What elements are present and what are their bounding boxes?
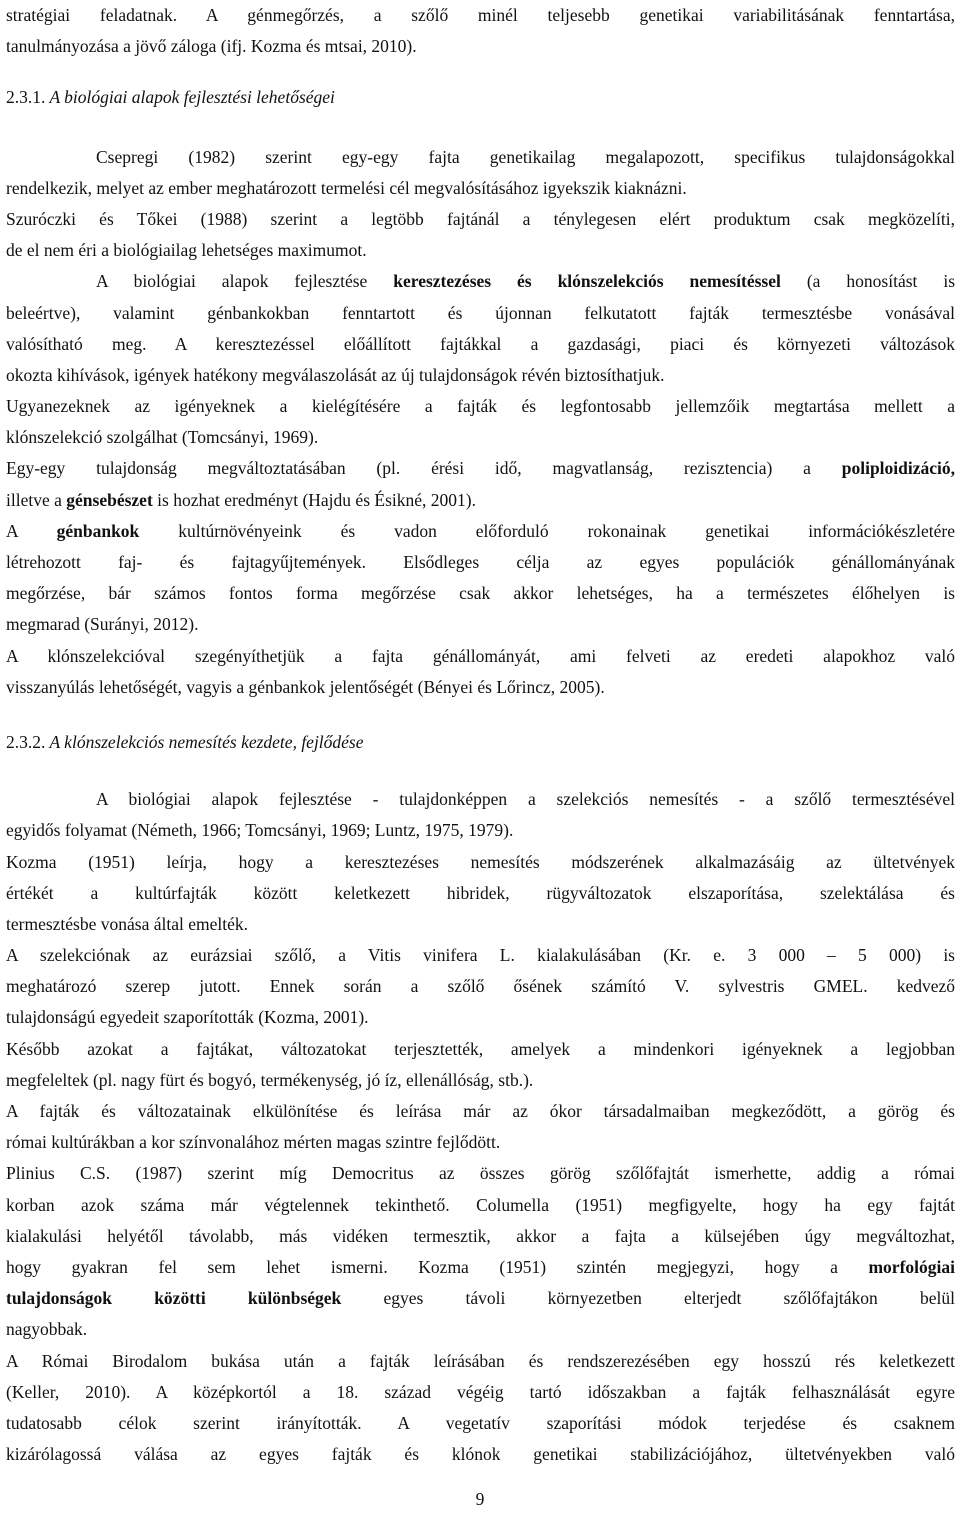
paragraph-line: megőrzése, bár számos fontos forma megőrzése csak akkor lehetséges, ha a természetes élőhelyen is (6, 583, 955, 604)
page-number: 9 (475, 1489, 485, 1509)
paragraph-line: A Római Birodalom bukása után a fajták leírásában és rendszerezésében egy hosszú rés keletkezett (6, 1350, 955, 1371)
bold-term: keresztezéses és klónszelekciós nemesítéssel (393, 271, 781, 292)
paragraph-line (6, 516, 955, 547)
text-run: illetve a (6, 489, 62, 510)
bold-term: poliploidizáció, (841, 458, 956, 479)
paragraph-line: A fajták és változatainak elkülönítése és leírása már az ókor társadalmaiban megkeződött, a görög és (6, 1101, 955, 1121)
bold-term: génbankok (56, 520, 140, 541)
document-page (6, 0, 955, 1470)
paragraph-line: termesztésbe vonása által emelték. (6, 913, 248, 934)
paragraph-line: nagyobbak. (6, 1319, 88, 1340)
text-run: Egy-egy tulajdonság megváltoztatásában (pl. érési idő, magvatlanság, rezisztencia) a (6, 458, 811, 479)
section-number: 2.3.2. (6, 731, 46, 752)
text-run: hogy gyakran fel sem lehet ismerni. Kozma (1951) szintén megjegyzi, hogy a (6, 1256, 838, 1277)
paragraph-line: visszanyúlás lehetőségét, vagyis a génbankok jelentőségét (Bényei és Lőrincz, 2005). (6, 676, 605, 697)
intro-line: tanulmányozása a jövő záloga (ifj. Kozma és mtsai, 2010). (6, 36, 417, 57)
paragraph-line: valósítható meg. A keresztezéssel előállított fajtákkal a gazdasági, piaci és környezeti változások (6, 333, 955, 354)
intro-line: stratégiai feladatnak. A génmegőrzés, a szőlő minél teljesebb genetikai variabilitásának fenntartása, (6, 5, 955, 25)
paragraph-line (6, 266, 955, 297)
paragraph-line: (Keller, 2010). A középkortól a 18. század végéig tartó időszakban a fajták felhasználását egyre (6, 1381, 955, 1402)
bold-term: tulajdonságok közötti különbségek (6, 1288, 342, 1309)
text-run: egyes távoli környezetben elterjedt szőlőfajtákon belül (383, 1288, 955, 1309)
paragraph-line: A klónszelekcióval szegényíthetjük a fajta génállományát, ami felveti az eredeti alapokhoz való (6, 645, 955, 666)
paragraph-line: rendelkezik, melyet az ember meghatározott termelési cél megvalósításához igyekszik kiaknázni. (6, 177, 687, 198)
paragraph-line: megmarad (Surányi, 2012). (6, 614, 199, 635)
paragraph-line: Ugyanezeknek az igényeknek a kielégítésére a fajták és legfontosabb jellemzőik megtartása mellett a (6, 396, 955, 417)
paragraph-line: kizárólagossá válása az egyes fajták és klónok genetikai stabilizációjához, ültetvényekben való (6, 1444, 955, 1465)
paragraph-line: Plinius C.S. (1987) szerint míg Democritus az összes görög szőlőfajtát ismerhette, addig a római (6, 1163, 955, 1184)
bold-term: morfológiai (868, 1256, 955, 1277)
paragraph-line: Kozma (1951) leírja, hogy a keresztezéses nemesítés módszerének alkalmazásáig az ültetvények (6, 851, 955, 872)
text-run: (a honosítást is (806, 271, 956, 292)
paragraph-line: klónszelekció szolgálhat (Tomcsányi, 1969). (6, 427, 319, 448)
paragraph-line (6, 453, 955, 484)
text-run: kultúrnövényeink és vadon előforduló rokonainak genetikai információkészletére (178, 520, 956, 541)
text-run: A biológiai alapok fejlesztése (96, 271, 368, 292)
section-number: 2.3.1. (6, 87, 46, 108)
paragraph-line: A szelekciónak az eurázsiai szőlő, a Vitis vinifera L. kialakulásában (Kr. e. 3 000 – 5 000) is (6, 945, 955, 966)
paragraph-line: de el nem éri a biológiailag lehetséges maximumot. (6, 240, 367, 261)
paragraph-line: egyidős folyamat (Németh, 1966; Tomcsányi, 1969; Luntz, 1975, 1979). (6, 820, 514, 841)
section-title: A klónszelekciós nemesítés kezdete, fejlődése (49, 731, 364, 752)
paragraph-line: megfeleltek (pl. nagy fürt és bogyó, termékenység, jó íz, ellenállóság, stb.). (6, 1069, 534, 1090)
section-heading (6, 82, 955, 113)
paragraph-line: értékét a kultúrfajták között keletkezett hibridek, rügyváltozatok elszaporítása, szelektálása és (6, 882, 955, 903)
paragraph-line: tulajdonságú egyedeit szaporították (Kozma, 2001). (6, 1007, 369, 1028)
paragraph-line: létrehozott faj- és fajtagyűjtemények. Elsődleges célja az egyes populációk génállományának (6, 552, 955, 572)
paragraph-line (6, 1283, 955, 1314)
section-title: A biológiai alapok fejlesztési lehetőségei (49, 87, 335, 108)
paragraph-line: Csepregi (1982) szerint egy-egy fajta genetikailag megalapozott, specifikus tulajdonságokkal (96, 146, 955, 167)
paragraph-line: római kultúrákban a kor színvonalához mérten magas szintre fejlődött. (6, 1132, 501, 1153)
section-heading (6, 727, 955, 758)
paragraph-line: tudatosabb célok szerint irányították. A vegetatív szaporítási módok terjedése és csaknem (6, 1412, 955, 1433)
bold-term: génsebészet (66, 489, 153, 510)
paragraph-line (6, 485, 955, 516)
paragraph-line: A biológiai alapok fejlesztése - tulajdonképpen a szelekciós nemesítés - a szőlő termesztésével (96, 789, 955, 810)
paragraph-line: Szuróczki és Tőkei (1988) szerint a legtöbb fajtánál a ténylegesen elért produktum csak megközelíti, (6, 208, 955, 229)
paragraph-line: korban azok száma már végtelennek tekinthető. Columella (1951) megfigyelte, hogy ha egy fajtát (6, 1194, 955, 1215)
paragraph-line: Később azokat a fajtákat, változatokat terjesztették, amelyek a mindenkori igényeknek a legjobban (6, 1038, 955, 1059)
paragraph-line: meghatározó szerep jutott. Ennek során a szőlő ősének számító V. sylvestris GMEL. kedvező (6, 976, 955, 997)
text-run: A (6, 520, 18, 541)
paragraph-line: okozta kihívások, igények hatékony megválaszolását az új tulajdonságok révén biztosíthatjuk. (6, 364, 665, 385)
paragraph-line: kialakulási helyétől távolabb, más vidéken termesztik, akkor a fajta a külsejében úgy megváltozhat, (6, 1225, 955, 1246)
paragraph-line: beleértve), valamint génbankokban fenntartott és újonnan felkutatott fajták termesztésbe vonásával (6, 302, 955, 323)
paragraph-line (6, 1252, 955, 1283)
text-run: is hozhat eredményt (Hajdu és Ésikné, 2001). (157, 489, 476, 510)
